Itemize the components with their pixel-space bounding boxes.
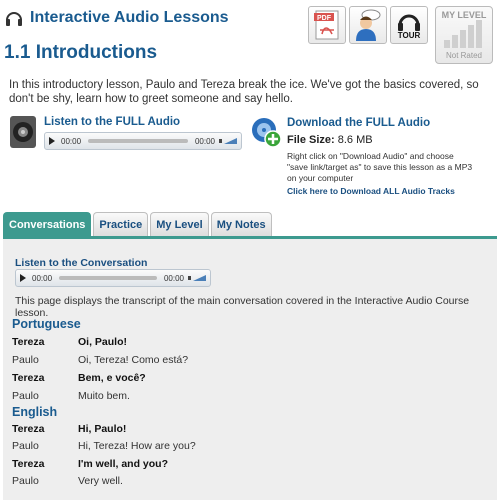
conversation-intro: This page displays the transcript of the main conversation covered in the Interactive Audio Course lesson. <box>15 295 470 319</box>
header <box>0 0 500 84</box>
tab-my-level[interactable]: My Level <box>150 212 208 236</box>
transcript-line <box>12 390 482 402</box>
file-size-value: 8.6 MB <box>337 134 373 146</box>
speaker-name: Tereza <box>12 458 45 470</box>
line-text: Hi, Paulo! <box>78 423 127 435</box>
english-heading: English <box>12 405 58 419</box>
speaker-name: Paulo <box>12 390 39 402</box>
lesson-intro: In this introductory lesson, Paulo and Tereza break the ice. We've got the basics covered, so don't be shy, learn how to greet someone and say hello. <box>9 79 479 105</box>
level-bars-icon <box>444 20 482 48</box>
download-note: Right click on "Download Audio" and choose "save link/target as" to save this lesson as a MP3 on your computer <box>287 151 473 183</box>
full-audio-player[interactable] <box>44 132 242 150</box>
tab-my-notes[interactable]: My Notes <box>211 212 272 236</box>
play-icon[interactable] <box>20 274 26 282</box>
transcript-line <box>12 423 482 435</box>
transcript-line <box>12 336 482 348</box>
line-text: Hi, Tereza! How are you? <box>78 440 196 452</box>
line-text: Very well. <box>78 475 123 487</box>
file-size <box>287 134 373 146</box>
speaker-name: Paulo <box>12 440 39 452</box>
file-size-label: File Size: <box>287 134 335 146</box>
speaker-name: Paulo <box>12 354 39 366</box>
play-icon[interactable] <box>49 137 55 145</box>
transcript-line <box>12 440 482 452</box>
tour-label: TOUR <box>397 30 421 40</box>
headphones-tour-icon <box>396 11 422 31</box>
download-title[interactable]: Download the FULL Audio <box>287 117 431 129</box>
tour-button[interactable] <box>390 6 428 44</box>
tab-conversations[interactable]: Conversations <box>3 212 91 236</box>
my-level-widget[interactable] <box>435 6 493 64</box>
transcript-line <box>12 475 482 487</box>
full-audio-title: Listen to the FULL Audio <box>44 116 181 128</box>
person-icon <box>354 9 382 41</box>
conversation-panel <box>3 239 497 500</box>
speaker-name: Tereza <box>12 423 45 435</box>
full-audio-section <box>6 114 251 154</box>
lesson-title: 1.1 Introductions <box>4 42 158 63</box>
tab-practice[interactable]: Practice <box>93 212 148 236</box>
conversation-audio-player[interactable] <box>15 269 211 287</box>
speaker-name: Tereza <box>12 336 45 348</box>
app-title: Interactive Audio Lessons <box>30 9 229 26</box>
conversation-time-start: 00:00 <box>32 273 53 283</box>
line-text: Muito bem. <box>78 390 130 402</box>
profile-button[interactable] <box>349 6 387 44</box>
my-level-title: MY LEVEL <box>441 10 487 20</box>
download-section <box>250 114 498 204</box>
full-audio-time-end: 00:00 <box>194 136 215 146</box>
tab-bar <box>3 212 274 236</box>
pdf-button[interactable] <box>308 6 346 44</box>
line-text: I'm well, and you? <box>78 458 169 470</box>
line-text: Oi, Tereza! Como está? <box>78 354 189 366</box>
speaker-name: Paulo <box>12 475 39 487</box>
line-text: Oi, Paulo! <box>78 336 128 348</box>
my-level-status: Not Rated <box>445 51 483 60</box>
conversation-seek-bar[interactable] <box>59 276 157 280</box>
transcript-line <box>12 372 482 384</box>
full-audio-seek-bar[interactable] <box>88 139 188 143</box>
top-icons <box>308 6 493 64</box>
full-audio-time-start: 00:00 <box>61 136 82 146</box>
line-text: Bem, e você? <box>78 372 146 384</box>
speaker-icon <box>6 114 40 150</box>
conversation-time-end: 00:00 <box>163 273 184 283</box>
headphones-icon <box>4 8 24 28</box>
app-title-row <box>4 8 229 28</box>
transcript-line <box>12 354 482 366</box>
download-icon[interactable] <box>250 116 282 148</box>
pdf-icon <box>314 10 340 40</box>
pdf-icon-label: PDF <box>317 15 331 22</box>
download-all-link[interactable]: Click here to Download ALL Audio Tracks <box>287 186 455 196</box>
transcript-line <box>12 458 482 470</box>
portuguese-heading: Portuguese <box>12 317 81 331</box>
speaker-name: Tereza <box>12 372 45 384</box>
conversation-listen-title: Listen to the Conversation <box>15 257 148 269</box>
